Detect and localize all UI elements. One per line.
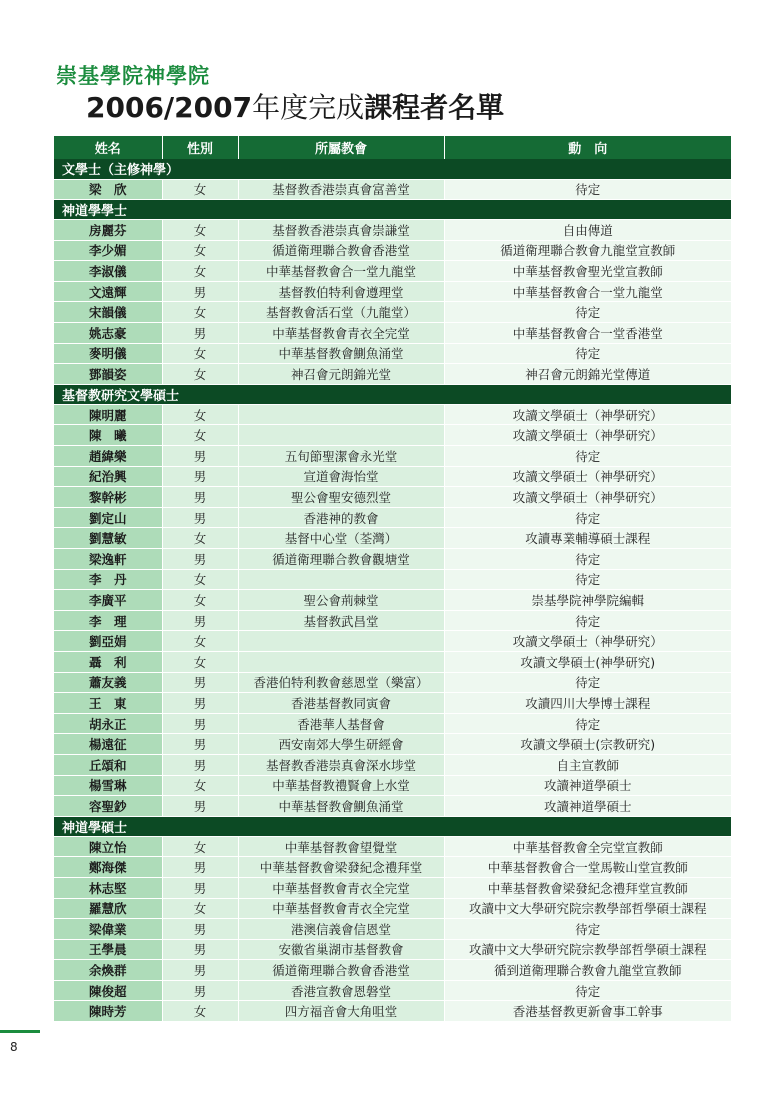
cell-church: 香港華人基督會 bbox=[238, 713, 444, 734]
cell-church: 香港宣教會恩磐堂 bbox=[238, 980, 444, 1001]
cell-gender: 女 bbox=[162, 240, 238, 261]
cell-destination: 攻讀文學碩士（神學研究） bbox=[444, 466, 731, 487]
cell-church bbox=[238, 651, 444, 672]
table-row bbox=[54, 713, 731, 734]
cell-name: 李淑儀 bbox=[54, 261, 162, 282]
table-row bbox=[54, 693, 731, 714]
cell-church: 中華基督教會鰂魚涌堂 bbox=[238, 343, 444, 364]
cell-destination: 崇基學院神學院編輯 bbox=[444, 590, 731, 611]
cell-name: 宋韻儀 bbox=[54, 302, 162, 323]
cell-name: 丘頌和 bbox=[54, 754, 162, 775]
cell-gender: 男 bbox=[162, 939, 238, 960]
table-row bbox=[54, 404, 731, 425]
cell-name: 劉定山 bbox=[54, 507, 162, 528]
cell-church: 基督教武昌堂 bbox=[238, 610, 444, 631]
cell-gender: 女 bbox=[162, 898, 238, 919]
table-row bbox=[54, 425, 731, 446]
cell-gender: 女 bbox=[162, 425, 238, 446]
cell-name: 陳時芳 bbox=[54, 1001, 162, 1022]
cell-name: 陳明麗 bbox=[54, 404, 162, 425]
cell-name: 胡永正 bbox=[54, 713, 162, 734]
cell-church: 基督教會活石堂（九龍堂） bbox=[238, 302, 444, 323]
header-gender: 性別 bbox=[162, 136, 238, 159]
table-row bbox=[54, 672, 731, 693]
table-row bbox=[54, 775, 731, 796]
cell-church bbox=[238, 569, 444, 590]
cell-destination: 攻讀專業輔導碩士課程 bbox=[444, 528, 731, 549]
cell-gender: 男 bbox=[162, 754, 238, 775]
cell-gender: 女 bbox=[162, 631, 238, 652]
table-row bbox=[54, 877, 731, 898]
cell-destination: 攻讀文學碩士（神學研究） bbox=[444, 631, 731, 652]
cell-destination: 待定 bbox=[444, 446, 731, 467]
institution-title: 崇基學院神學院 bbox=[56, 64, 210, 88]
cell-church: 港澳信義會信恩堂 bbox=[238, 919, 444, 940]
table-row bbox=[54, 240, 731, 261]
cell-gender: 男 bbox=[162, 796, 238, 817]
cell-name: 余煥群 bbox=[54, 960, 162, 981]
table-row bbox=[54, 980, 731, 1001]
cell-name: 黎幹彬 bbox=[54, 487, 162, 508]
table-row bbox=[54, 343, 731, 364]
cell-church: 中華基督教會鰂魚涌堂 bbox=[238, 796, 444, 817]
table-row bbox=[54, 590, 731, 611]
cell-destination: 攻讀中文大學研究院宗教學部哲學碩士課程 bbox=[444, 898, 731, 919]
table-row bbox=[54, 857, 731, 878]
cell-name: 李廣平 bbox=[54, 590, 162, 611]
section-title: 基督教研究文學碩士 bbox=[54, 384, 731, 404]
cell-gender: 男 bbox=[162, 877, 238, 898]
table-row bbox=[54, 960, 731, 981]
cell-name: 蕭友義 bbox=[54, 672, 162, 693]
cell-church bbox=[238, 425, 444, 446]
cell-gender: 女 bbox=[162, 343, 238, 364]
cell-destination: 攻讀神道學碩士 bbox=[444, 796, 731, 817]
cell-church: 香港基督教同寅會 bbox=[238, 693, 444, 714]
cell-destination: 中華基督教會合一堂香港堂 bbox=[444, 323, 731, 344]
cell-church: 循道衛理聯合教會香港堂 bbox=[238, 960, 444, 981]
cell-church: 四方福音會大角咀堂 bbox=[238, 1001, 444, 1022]
section-header-row bbox=[54, 159, 731, 179]
cell-church: 五旬節聖潔會永光堂 bbox=[238, 446, 444, 467]
cell-church: 中華基督教禮賢會上水堂 bbox=[238, 775, 444, 796]
section-header-row bbox=[54, 200, 731, 220]
cell-destination: 攻讀神道學碩士 bbox=[444, 775, 731, 796]
table-row bbox=[54, 220, 731, 241]
cell-destination: 待定 bbox=[444, 343, 731, 364]
cell-gender: 女 bbox=[162, 302, 238, 323]
table-row bbox=[54, 919, 731, 940]
table-row bbox=[54, 323, 731, 344]
cell-church: 中華基督教會青衣全完堂 bbox=[238, 898, 444, 919]
table-row bbox=[54, 281, 731, 302]
cell-name: 紀治興 bbox=[54, 466, 162, 487]
table-row bbox=[54, 939, 731, 960]
cell-gender: 女 bbox=[162, 261, 238, 282]
cell-gender: 女 bbox=[162, 569, 238, 590]
cell-name: 梁逸軒 bbox=[54, 549, 162, 570]
section-title: 文學士（主修神學） bbox=[54, 159, 731, 179]
cell-name: 李少媚 bbox=[54, 240, 162, 261]
cell-gender: 男 bbox=[162, 323, 238, 344]
cell-gender: 男 bbox=[162, 672, 238, 693]
cell-destination: 攻讀中文大學研究院宗教學部哲學碩士課程 bbox=[444, 939, 731, 960]
cell-destination: 待定 bbox=[444, 507, 731, 528]
cell-destination: 香港基督教更新會事工幹事 bbox=[444, 1001, 731, 1022]
cell-gender: 女 bbox=[162, 775, 238, 796]
cell-name: 梁偉業 bbox=[54, 919, 162, 940]
section-title: 神道學碩士 bbox=[54, 816, 731, 836]
title-year: 2006/2007 bbox=[86, 91, 253, 124]
cell-gender: 女 bbox=[162, 364, 238, 385]
cell-church: 聖公會聖安德烈堂 bbox=[238, 487, 444, 508]
cell-name: 李 理 bbox=[54, 610, 162, 631]
table-row bbox=[54, 364, 731, 385]
cell-gender: 男 bbox=[162, 980, 238, 1001]
section-header-row bbox=[54, 384, 731, 404]
table-row bbox=[54, 651, 731, 672]
cell-church: 中華基督教會青衣全完堂 bbox=[238, 323, 444, 344]
cell-church: 中華基督教會青衣全完堂 bbox=[238, 877, 444, 898]
cell-church: 聖公會荊棘堂 bbox=[238, 590, 444, 611]
cell-name: 陳 曦 bbox=[54, 425, 162, 446]
page-number: 8 bbox=[10, 1040, 18, 1054]
table-row bbox=[54, 466, 731, 487]
table-row bbox=[54, 507, 731, 528]
table-row bbox=[54, 446, 731, 467]
cell-gender: 男 bbox=[162, 507, 238, 528]
cell-church: 循道衛理聯合教會觀塘堂 bbox=[238, 549, 444, 570]
cell-name: 趙緯樂 bbox=[54, 446, 162, 467]
cell-gender: 男 bbox=[162, 919, 238, 940]
cell-gender: 男 bbox=[162, 857, 238, 878]
cell-church: 香港神的教會 bbox=[238, 507, 444, 528]
table-row bbox=[54, 1001, 731, 1022]
cell-destination: 神召會元朗錦光堂傳道 bbox=[444, 364, 731, 385]
cell-name: 楊雪琳 bbox=[54, 775, 162, 796]
cell-church bbox=[238, 404, 444, 425]
cell-name: 聶 利 bbox=[54, 651, 162, 672]
table-row bbox=[54, 898, 731, 919]
cell-gender: 男 bbox=[162, 960, 238, 981]
cell-church: 中華基督教會合一堂九龍堂 bbox=[238, 261, 444, 282]
cell-church: 基督中心堂（荃灣） bbox=[238, 528, 444, 549]
cell-church: 基督教香港崇真會富善堂 bbox=[238, 179, 444, 200]
cell-destination: 中華基督教會聖光堂宣教師 bbox=[444, 261, 731, 282]
cell-church: 西安南郊大學生研經會 bbox=[238, 734, 444, 755]
cell-destination: 自由傳道 bbox=[444, 220, 731, 241]
cell-church: 安徽省巢湖市基督教會 bbox=[238, 939, 444, 960]
table-row bbox=[54, 261, 731, 282]
table-row bbox=[54, 631, 731, 652]
table-header-row bbox=[54, 136, 731, 159]
header-church: 所屬教會 bbox=[238, 136, 444, 159]
cell-gender: 男 bbox=[162, 446, 238, 467]
cell-church: 基督教香港崇真會崇謙堂 bbox=[238, 220, 444, 241]
cell-name: 陳俊超 bbox=[54, 980, 162, 1001]
cell-name: 王 東 bbox=[54, 693, 162, 714]
cell-gender: 女 bbox=[162, 836, 238, 857]
cell-destination: 待定 bbox=[444, 569, 731, 590]
cell-gender: 男 bbox=[162, 281, 238, 302]
cell-destination: 中華基督教會合一堂九龍堂 bbox=[444, 281, 731, 302]
cell-destination: 攻讀文學碩士(神學研究) bbox=[444, 651, 731, 672]
cell-church: 宣道會海怡堂 bbox=[238, 466, 444, 487]
graduates-table bbox=[54, 136, 731, 1022]
cell-name: 劉慧敏 bbox=[54, 528, 162, 549]
cell-gender: 女 bbox=[162, 404, 238, 425]
cell-church: 基督教香港崇真會深水埗堂 bbox=[238, 754, 444, 775]
cell-destination: 攻讀文學碩士（神學研究） bbox=[444, 425, 731, 446]
cell-destination: 攻讀四川大學博士課程 bbox=[444, 693, 731, 714]
cell-gender: 女 bbox=[162, 1001, 238, 1022]
cell-name: 羅慧欣 bbox=[54, 898, 162, 919]
footer-accent-bar bbox=[0, 1030, 40, 1033]
cell-gender: 女 bbox=[162, 528, 238, 549]
section-header-row bbox=[54, 816, 731, 836]
cell-destination: 待定 bbox=[444, 713, 731, 734]
cell-destination: 攻讀文學碩士（神學研究） bbox=[444, 487, 731, 508]
cell-name: 楊遠征 bbox=[54, 734, 162, 755]
cell-gender: 男 bbox=[162, 693, 238, 714]
table-body bbox=[54, 159, 731, 1022]
cell-gender: 女 bbox=[162, 179, 238, 200]
cell-name: 劉亞娟 bbox=[54, 631, 162, 652]
cell-church: 中華基督教會梁發紀念禮拜堂 bbox=[238, 857, 444, 878]
cell-name: 梁 欣 bbox=[54, 179, 162, 200]
cell-destination: 待定 bbox=[444, 919, 731, 940]
title-end: 課程者名單 bbox=[364, 91, 505, 124]
cell-gender: 男 bbox=[162, 487, 238, 508]
cell-destination: 待定 bbox=[444, 610, 731, 631]
cell-destination: 中華基督教會全完堂宣教師 bbox=[444, 836, 731, 857]
cell-name: 房麗芬 bbox=[54, 220, 162, 241]
cell-gender: 男 bbox=[162, 466, 238, 487]
cell-destination: 待定 bbox=[444, 549, 731, 570]
cell-gender: 男 bbox=[162, 610, 238, 631]
cell-name: 林志堅 bbox=[54, 877, 162, 898]
cell-name: 文遠輝 bbox=[54, 281, 162, 302]
cell-destination: 中華基督教會合一堂馬鞍山堂宣教師 bbox=[444, 857, 731, 878]
table-row bbox=[54, 569, 731, 590]
cell-church: 中華基督教會望覺堂 bbox=[238, 836, 444, 857]
cell-gender: 女 bbox=[162, 220, 238, 241]
cell-destination: 待定 bbox=[444, 179, 731, 200]
cell-gender: 女 bbox=[162, 590, 238, 611]
table-row bbox=[54, 734, 731, 755]
table-row bbox=[54, 754, 731, 775]
cell-name: 李 丹 bbox=[54, 569, 162, 590]
header-destination: 動 向 bbox=[444, 136, 731, 159]
cell-name: 麥明儀 bbox=[54, 343, 162, 364]
cell-destination: 攻讀文學碩士（神學研究） bbox=[444, 404, 731, 425]
cell-name: 陳立怡 bbox=[54, 836, 162, 857]
cell-destination: 待定 bbox=[444, 302, 731, 323]
cell-church: 神召會元朗錦光堂 bbox=[238, 364, 444, 385]
header-name: 姓名 bbox=[54, 136, 162, 159]
table-row bbox=[54, 487, 731, 508]
cell-church: 香港伯特利教會慈恩堂（樂富） bbox=[238, 672, 444, 693]
table-row bbox=[54, 549, 731, 570]
cell-name: 容聖鈔 bbox=[54, 796, 162, 817]
cell-gender: 男 bbox=[162, 549, 238, 570]
title-middle: 年度完成 bbox=[252, 91, 365, 124]
cell-gender: 男 bbox=[162, 713, 238, 734]
cell-church: 循道衛理聯合教會香港堂 bbox=[238, 240, 444, 261]
cell-name: 鄭海傑 bbox=[54, 857, 162, 878]
cell-gender: 女 bbox=[162, 651, 238, 672]
cell-destination: 待定 bbox=[444, 672, 731, 693]
section-title: 神道學學士 bbox=[54, 200, 731, 220]
cell-destination: 待定 bbox=[444, 980, 731, 1001]
table-row bbox=[54, 302, 731, 323]
cell-destination: 循道衛理聯合教會九龍堂宣教師 bbox=[444, 240, 731, 261]
table-row bbox=[54, 528, 731, 549]
cell-gender: 男 bbox=[162, 734, 238, 755]
cell-destination: 中華基督教會梁發紀念禮拜堂宣教師 bbox=[444, 877, 731, 898]
cell-destination: 攻讀文學碩士(宗教研究) bbox=[444, 734, 731, 755]
cell-church: 基督教伯特利會遵理堂 bbox=[238, 281, 444, 302]
cell-church bbox=[238, 631, 444, 652]
cell-name: 姚志豪 bbox=[54, 323, 162, 344]
table-row bbox=[54, 796, 731, 817]
cell-destination: 自主宣教師 bbox=[444, 754, 731, 775]
cell-name: 王學晨 bbox=[54, 939, 162, 960]
table-row bbox=[54, 836, 731, 857]
table-row bbox=[54, 179, 731, 200]
table-row bbox=[54, 610, 731, 631]
cell-destination: 循到道衛理聯合教會九龍堂宣教師 bbox=[444, 960, 731, 981]
page-title bbox=[86, 86, 504, 126]
cell-name: 鄧韻姿 bbox=[54, 364, 162, 385]
